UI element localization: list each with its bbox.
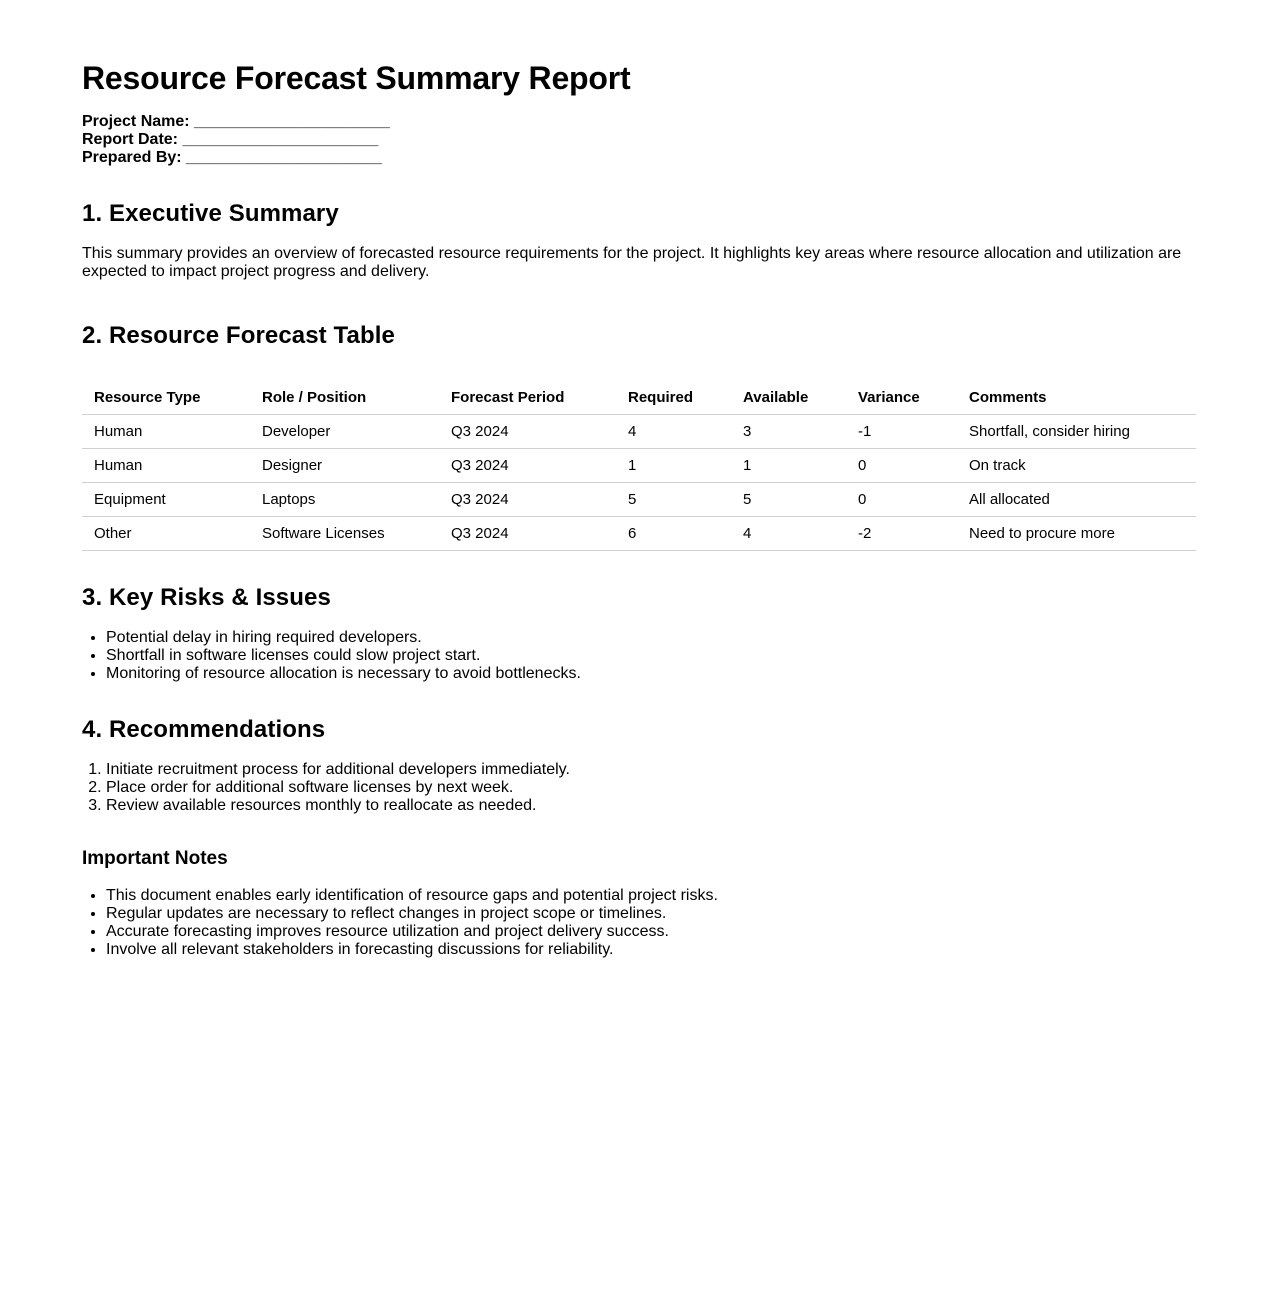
forecast-table	[82, 380, 1196, 551]
section-heading: 4. Recommendations	[82, 716, 326, 743]
table-cell: Q3 2024	[451, 525, 509, 542]
table-cell: -1	[858, 423, 872, 440]
table-cell: Other	[94, 525, 132, 542]
list-item: • Accurate forecasting improves resource utilization and project delivery success.	[106, 923, 1196, 941]
meta-label: Prepared By:	[82, 149, 182, 166]
meta-blank-line: ______________________	[186, 149, 382, 166]
table-cell: Human	[94, 457, 143, 474]
table-cell: -2	[858, 525, 872, 542]
table-cell: Q3 2024	[451, 457, 509, 474]
table-row	[82, 517, 1196, 551]
list-item: • Monitoring of resource allocation is necessary to avoid bottlenecks.	[106, 665, 1196, 683]
table-cell: Laptops	[262, 491, 316, 508]
recommendations-list	[82, 761, 1196, 815]
table-cell: Designer	[262, 457, 323, 474]
meta-project-name	[82, 113, 1196, 131]
list-item: 1. Initiate recruitment process for additional developers immediately.	[106, 761, 1196, 779]
meta-report-date	[82, 131, 1196, 149]
table-cell: Software Licenses	[262, 525, 385, 542]
table-cell: Q3 2024	[451, 423, 509, 440]
section-heading: 2. Resource Forecast Table	[82, 322, 395, 349]
meta-prepared-by	[82, 149, 1196, 167]
table-cell: 4	[628, 423, 637, 440]
table-cell: Shortfall, consider hiring	[969, 423, 1130, 440]
meta-label: Project Name:	[82, 113, 190, 130]
column-header: Comments	[969, 388, 1047, 406]
column-header: Required	[628, 388, 694, 406]
table-cell: Need to procure more	[969, 525, 1115, 542]
column-header: Forecast Period	[451, 388, 565, 406]
meta-blank-line: ______________________	[182, 131, 379, 148]
list-item: • Involve all relevant stakeholders in forecasting discussions for reliability.	[106, 941, 1196, 959]
table-cell: Human	[94, 423, 143, 440]
table-cell: 6	[628, 525, 637, 542]
report-meta	[82, 113, 1196, 167]
table-cell: Equipment	[94, 491, 166, 508]
table-header-row	[82, 380, 1196, 415]
risks-section	[82, 583, 1196, 683]
table-cell: Developer	[262, 423, 331, 440]
table-cell: 0	[858, 491, 867, 508]
table-cell: On track	[969, 457, 1026, 474]
table-row	[82, 483, 1196, 517]
table-cell: 5	[743, 491, 752, 508]
table-cell: 5	[628, 491, 637, 508]
meta-blank-line: ______________________	[194, 113, 390, 130]
table-cell: Q3 2024	[451, 491, 509, 508]
list-item: • Potential delay in hiring required developers.	[106, 629, 1196, 647]
risks-list	[82, 629, 1196, 683]
table-row	[82, 449, 1196, 483]
column-header: Resource Type	[94, 388, 201, 406]
table-cell: 4	[743, 525, 752, 542]
table-cell: All allocated	[969, 491, 1050, 508]
notes-list	[82, 887, 1196, 959]
list-item: 2. Place order for additional software licenses by next week.	[106, 779, 1196, 797]
table-cell: 3	[743, 423, 752, 440]
forecast-table-section	[82, 321, 1196, 551]
section-heading: 1. Executive Summary	[82, 200, 339, 227]
column-header: Role / Position	[262, 388, 367, 406]
page-title: Resource Forecast Summary Report	[82, 60, 631, 96]
executive-summary-section	[82, 199, 1196, 281]
meta-label: Report Date:	[82, 131, 179, 148]
recommendations-section	[82, 715, 1196, 815]
executive-summary-text: This summary provides an overview of forecasted resource requirements for the project. It highlights key areas where resource allocation and utilization are expected to impact project progress and delivery.	[82, 245, 1182, 280]
notes-section	[82, 847, 1196, 959]
list-item: • Regular updates are necessary to reflect changes in project scope or timelines.	[106, 905, 1196, 923]
list-item: • This document enables early identification of resource gaps and potential project risks.	[106, 887, 1196, 905]
table-cell: 1	[743, 457, 752, 474]
section-heading: Important Notes	[82, 848, 228, 869]
list-item: 3. Review available resources monthly to reallocate as needed.	[106, 797, 1196, 815]
table-cell: 0	[858, 457, 867, 474]
list-item: • Shortfall in software licenses could slow project start.	[106, 647, 1196, 665]
column-header: Available	[743, 388, 809, 406]
column-header: Variance	[858, 388, 920, 406]
table-row	[82, 415, 1196, 449]
section-heading: 3. Key Risks & Issues	[82, 584, 331, 611]
table-cell: 1	[628, 457, 637, 474]
